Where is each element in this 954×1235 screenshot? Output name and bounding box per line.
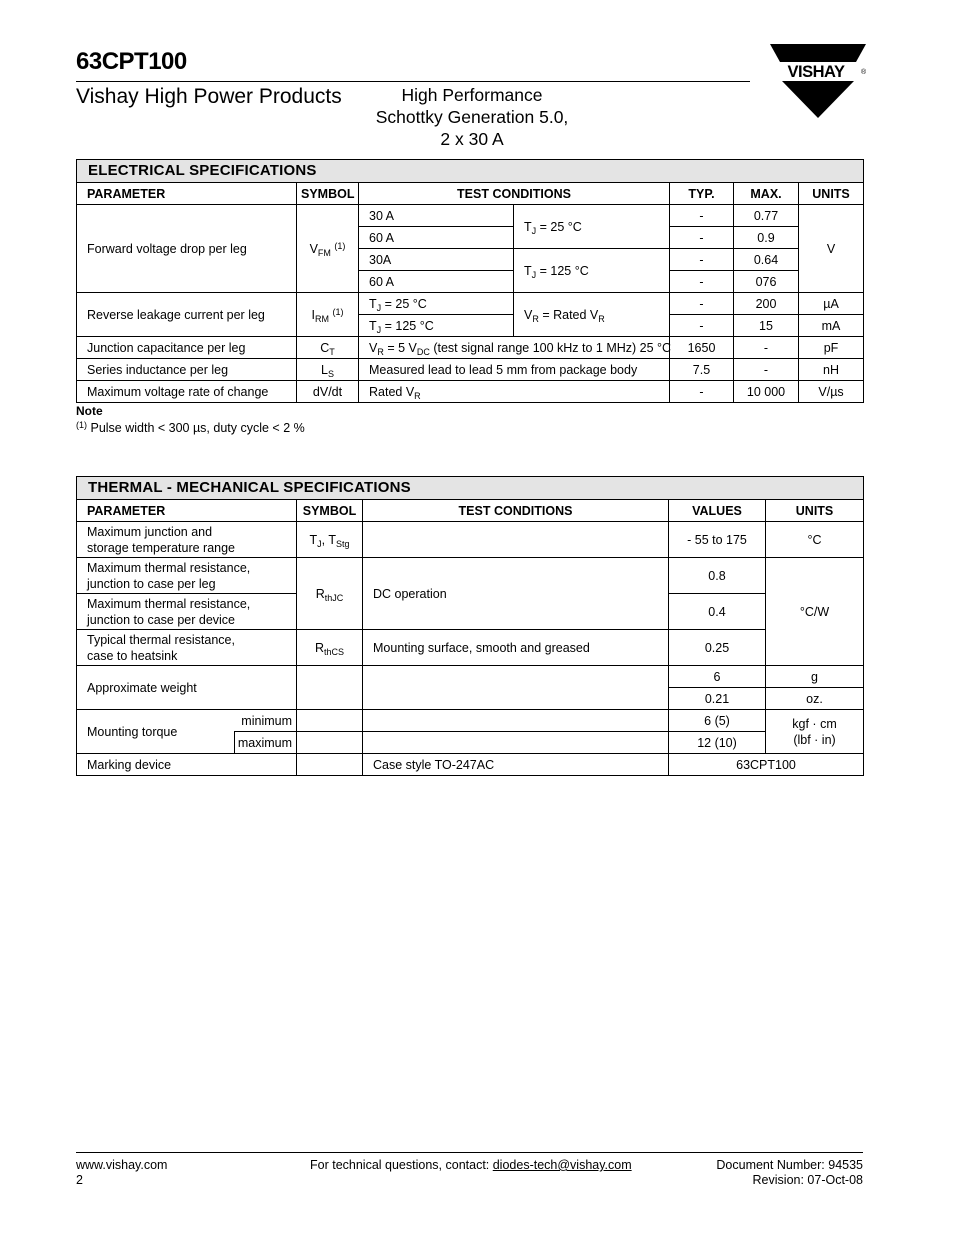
note-body: Pulse width < 300 µs, duty cycle < 2 % xyxy=(90,421,305,435)
col-header-symbol: SYMBOL xyxy=(297,500,363,522)
electrical-section-title: ELECTRICAL SPECIFICATIONS xyxy=(77,160,864,183)
col-header-max: MAX. xyxy=(734,183,799,205)
col-header-units: UNITS xyxy=(799,183,864,205)
torque-minimum-label: minimum xyxy=(235,710,297,732)
cond-tj-125: $T_J = 125$ °C xyxy=(514,249,670,293)
value: 6 xyxy=(669,666,766,688)
symbol-empty xyxy=(297,710,363,732)
subtitle-line-3: 2 x 30 A xyxy=(440,129,504,149)
max-value: 0.64 xyxy=(734,249,799,271)
param-rthcs: Typical thermal resistance, case to heatsink xyxy=(77,630,297,666)
product-subtitle xyxy=(368,84,576,150)
unit-value: V/µs xyxy=(799,381,864,403)
value: 0.25 xyxy=(669,630,766,666)
cond-rated-vr: Rated $V_R$ xyxy=(359,381,670,403)
table-row xyxy=(77,522,864,558)
cond-capacitance: $V_R = 5$ $V_{DC}$ (test signal range 100 kHz to 1 MHz) 25 °C xyxy=(359,337,670,359)
table-row xyxy=(77,630,864,666)
symbol-rthjc: $R_{thJC}$ xyxy=(297,558,363,630)
unit-value: kgf · cm (lbf · in) xyxy=(766,710,864,754)
unit-value: nH xyxy=(799,359,864,381)
max-value: 0.77 xyxy=(734,205,799,227)
col-header-parameter: PARAMETER xyxy=(77,500,297,522)
typ-value: - xyxy=(670,381,734,403)
table-row xyxy=(77,666,864,688)
cond-current: 60 A xyxy=(359,227,514,249)
brand-line: Vishay High Power Products xyxy=(76,85,342,108)
footer-revision: Revision: 07-Oct-08 xyxy=(752,1173,863,1187)
cond-vr-rated: $V_R$ = Rated $V_R$ xyxy=(514,293,670,337)
param-marking-device: Marking device xyxy=(77,754,297,776)
max-value: - xyxy=(734,337,799,359)
footer-page-number: 2 xyxy=(76,1173,83,1187)
symbol-empty xyxy=(297,666,363,710)
max-value: 0.9 xyxy=(734,227,799,249)
typ-value: - xyxy=(670,293,734,315)
subtitle-line-1: High Performance xyxy=(401,85,543,105)
col-header-symbol: SYMBOL xyxy=(297,183,359,205)
typ-value: - xyxy=(670,271,734,293)
max-value: 076 xyxy=(734,271,799,293)
footer-left xyxy=(76,1158,167,1188)
cond-empty xyxy=(363,732,669,754)
value: 63CPT100 xyxy=(669,754,864,776)
typ-value: - xyxy=(670,227,734,249)
table-row xyxy=(77,381,864,403)
unit-value: µA xyxy=(799,293,864,315)
param-weight: Approximate weight xyxy=(77,666,297,710)
table-row xyxy=(77,337,864,359)
param-rthjc-leg: Maximum thermal resistance, junction to case per leg xyxy=(77,558,297,594)
torque-maximum-label: maximum xyxy=(235,732,297,754)
cond-tj-25: $T_J = 25$ °C xyxy=(514,205,670,249)
part-number: 63CPT100 xyxy=(76,48,187,75)
header-rule xyxy=(76,81,750,82)
cond-case-style: Case style TO-247AC xyxy=(363,754,669,776)
table-row xyxy=(77,359,864,381)
vishay-logo xyxy=(770,44,866,120)
param-junction-storage-temp: Maximum junction and storage temperature range xyxy=(77,522,297,558)
value: 0.8 xyxy=(669,558,766,594)
footer-rule xyxy=(76,1152,863,1153)
symbol-vfm: $V_{FM}$ $^{(1)}$ xyxy=(297,205,359,293)
footer-right xyxy=(650,1158,863,1188)
max-value: - xyxy=(734,359,799,381)
unit-value: mA xyxy=(799,315,864,337)
symbol-irm: $I_{RM}$ $^{(1)}$ xyxy=(297,293,359,337)
param-rthjc-device: Maximum thermal resistance, junction to case per device xyxy=(77,594,297,630)
note-heading: Note xyxy=(76,404,103,418)
typ-value: 1650 xyxy=(670,337,734,359)
symbol-empty xyxy=(297,754,363,776)
footer-contact-prefix: For technical questions, contact: xyxy=(310,1158,493,1172)
footer-document-number: Document Number: 94535 xyxy=(716,1158,863,1172)
table-row xyxy=(77,754,864,776)
param-voltage-rate: Maximum voltage rate of change xyxy=(77,381,297,403)
col-header-units: UNITS xyxy=(766,500,864,522)
cond-current: 30A xyxy=(359,249,514,271)
thermal-mechanical-specs-table xyxy=(76,476,864,776)
cond-current: 60 A xyxy=(359,271,514,293)
symbol-ct: $C_T$ xyxy=(297,337,359,359)
param-series-inductance: Series inductance per leg xyxy=(77,359,297,381)
table-row xyxy=(77,558,864,594)
unit-value: °C xyxy=(766,522,864,558)
subtitle-line-2: Schottky Generation 5.0, xyxy=(375,107,569,127)
footer-contact xyxy=(310,1158,632,1173)
col-header-parameter: PARAMETER xyxy=(77,183,297,205)
cond-empty xyxy=(363,522,669,558)
symbol-dvdt: dV/dt xyxy=(297,381,359,403)
symbol-rthcs: $R_{thCS}$ xyxy=(297,630,363,666)
unit-value: V xyxy=(799,205,864,293)
footer-contact-email-link[interactable]: diodes-tech@vishay.com xyxy=(492,1158,632,1172)
table-row xyxy=(77,293,864,315)
typ-value: - xyxy=(670,249,734,271)
max-value: 10 000 xyxy=(734,381,799,403)
logo-text: VISHAY xyxy=(787,63,845,81)
value: 6 (5) xyxy=(669,710,766,732)
param-reverse-leakage: Reverse leakage current per leg xyxy=(77,293,297,337)
max-value: 15 xyxy=(734,315,799,337)
param-mounting-torque: Mounting torque xyxy=(77,710,235,754)
col-header-typ: TYP. xyxy=(670,183,734,205)
symbol-ls: $L_S$ xyxy=(297,359,359,381)
electrical-specs-table xyxy=(76,159,864,403)
typ-value: - xyxy=(670,205,734,227)
value: 0.4 xyxy=(669,594,766,630)
param-junction-capacitance: Junction capacitance per leg xyxy=(77,337,297,359)
cond-mounting-surface: Mounting surface, smooth and greased xyxy=(363,630,669,666)
note-marker: (1) xyxy=(76,420,87,430)
value: - 55 to 175 xyxy=(669,522,766,558)
unit-value: °C/W xyxy=(766,558,864,666)
footer-website-link[interactable]: www.vishay.com xyxy=(76,1158,168,1172)
unit-value: pF xyxy=(799,337,864,359)
col-header-test-conditions: TEST CONDITIONS xyxy=(359,183,670,205)
col-header-values: VALUES xyxy=(669,500,766,522)
symbol-tj-tstg: $T_J$, $T_{Stg}$ xyxy=(297,522,363,558)
unit-value: oz. xyxy=(766,688,864,710)
typ-value: - xyxy=(670,315,734,337)
cond-empty xyxy=(363,666,669,710)
logo-registered-mark: ® xyxy=(861,69,866,76)
table-row xyxy=(77,205,864,227)
value: 12 (10) xyxy=(669,732,766,754)
value: 0.21 xyxy=(669,688,766,710)
max-value: 200 xyxy=(734,293,799,315)
cond-tj: $T_J = 125$ °C xyxy=(359,315,514,337)
unit-value: g xyxy=(766,666,864,688)
thermal-section-title: THERMAL - MECHANICAL SPECIFICATIONS xyxy=(77,477,864,500)
cond-current: 30 A xyxy=(359,205,514,227)
cond-inductance: Measured lead to lead 5 mm from package body xyxy=(359,359,670,381)
typ-value: 7.5 xyxy=(670,359,734,381)
col-header-test-conditions: TEST CONDITIONS xyxy=(363,500,669,522)
param-forward-voltage: Forward voltage drop per leg xyxy=(77,205,297,293)
table-row xyxy=(77,710,864,732)
note-text xyxy=(76,421,305,435)
symbol-empty xyxy=(297,732,363,754)
cond-empty xyxy=(363,710,669,732)
cond-tj: $T_J = 25$ °C xyxy=(359,293,514,315)
cond-dc-operation: DC operation xyxy=(363,558,669,630)
